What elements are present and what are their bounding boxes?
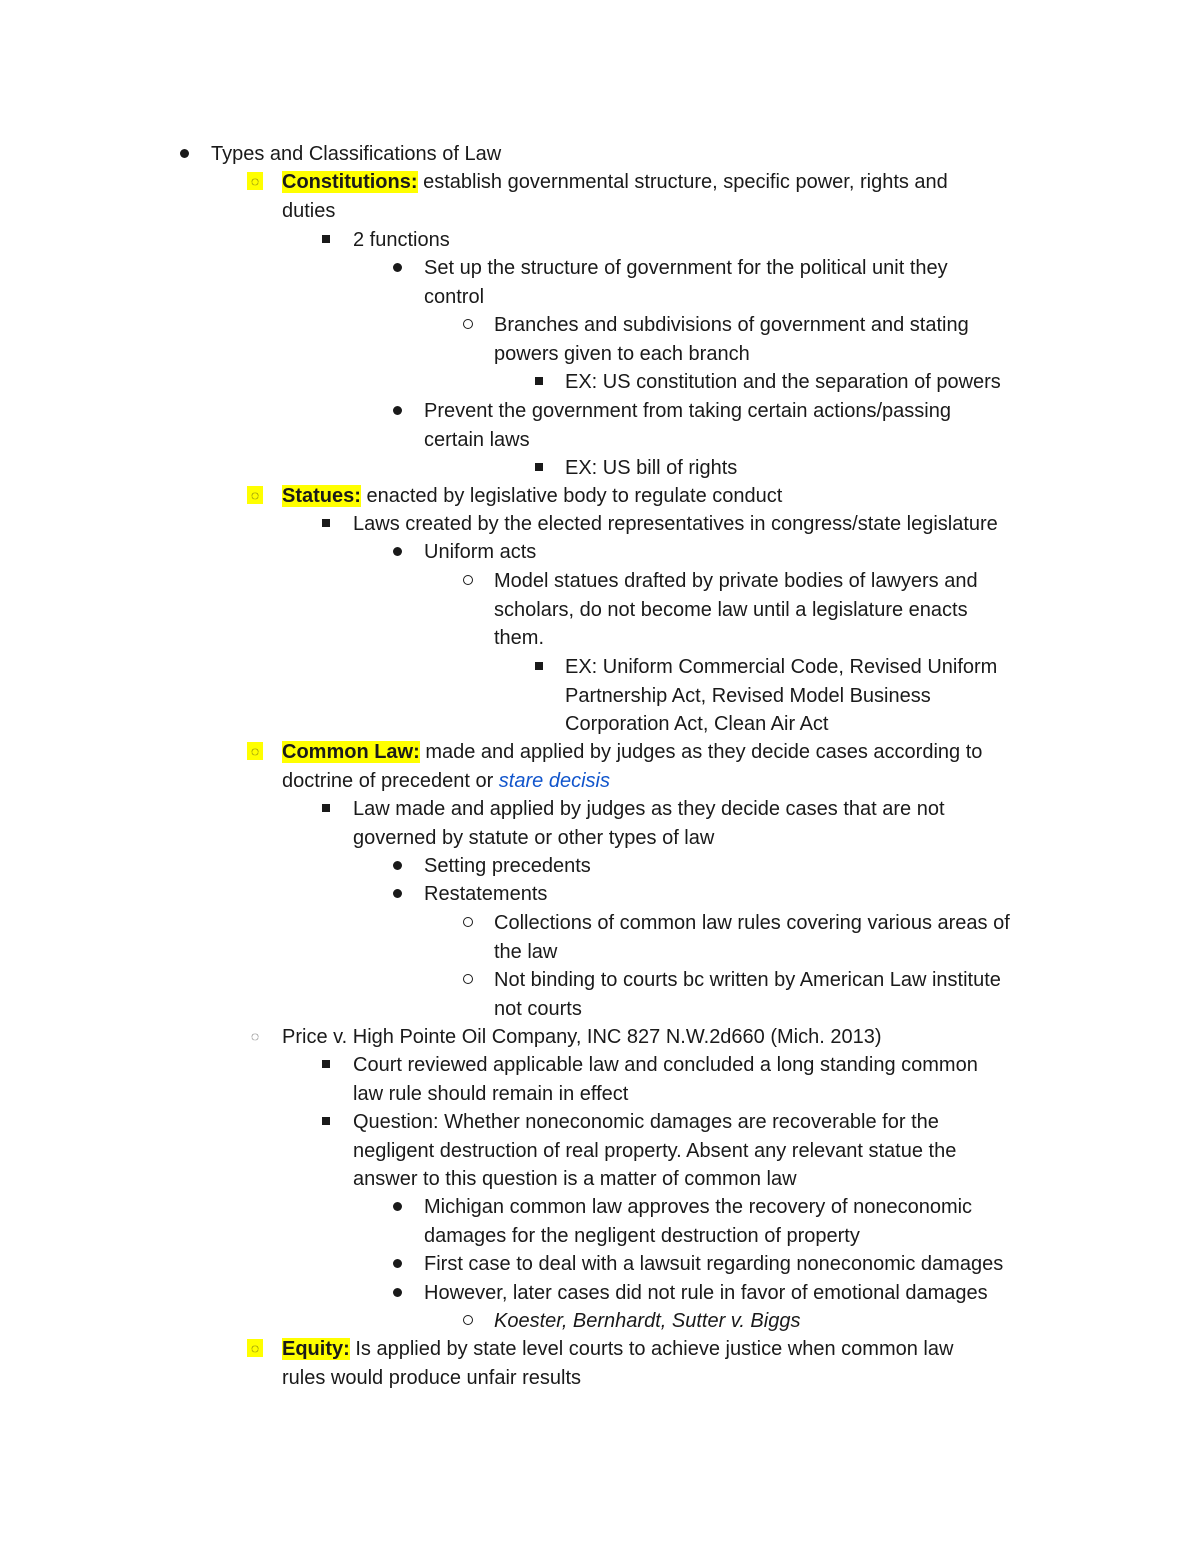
outline-item-text [424,397,951,454]
hollow-circle-bullet-icon [457,567,479,596]
text-segment: doctrine of precedent or [282,769,499,792]
text-segment: establish governmental structure, specific power, rights and [417,171,948,193]
text-line [353,1137,956,1166]
text-line [353,1051,978,1080]
filled-circle-bullet-icon [173,140,195,169]
outline-item-text [282,1335,953,1392]
text-line [494,311,969,340]
text-line [424,538,536,567]
hollow-circle-bullet-icon [457,909,479,938]
text-line [424,1250,1003,1279]
text-segment: First case to deal with a lawsuit regarding noneconomic damages [424,1253,1004,1275]
text-line [424,1222,972,1251]
text-line [565,682,997,711]
text-line [353,510,998,539]
square-bullet-icon [315,226,337,255]
stare-decisis-link[interactable]: stare decisis [498,769,610,792]
text-line [424,852,591,881]
text-segment: Set up the structure of government for the political unit they [424,257,948,279]
dotted-circle-bullet-icon: ◌ [244,738,266,767]
text-segment: enacted by legislative body to regulate conduct [360,485,783,507]
text-line [353,824,945,853]
term-label: Constitutions: [282,171,418,193]
text-segment: EX: US bill of rights [565,457,738,479]
filled-circle-bullet-icon [386,538,408,567]
text-segment: made and applied by judges as they decide cases according to [419,741,983,763]
square-bullet-icon [528,368,550,397]
text-line [353,1165,956,1194]
text-line [494,340,969,369]
outline-item-text [565,653,997,739]
text-line [424,426,951,455]
text-line [282,482,782,511]
text-segment: Is applied by state level courts to achieve justice when common law [349,1338,954,1360]
text-line [424,254,948,283]
outline-item-text [565,368,1001,397]
filled-circle-bullet-icon [386,852,408,881]
outline-item-text [494,966,1001,1023]
text-segment: Price v. High Pointe Oil Company, INC 827 N.W.2d660 (Mich. 2013) [282,1026,882,1048]
term-label: Statues: [282,485,361,507]
text-line [282,1364,953,1393]
outline-item-text [353,1108,956,1194]
text-segment: governed by statute or other types of law [353,826,715,849]
text-line [494,938,1010,967]
outline-item-text [565,454,737,483]
outline-item-text [282,1023,882,1052]
text-segment: EX: US constitution and the separation of powers [565,371,1001,393]
square-bullet-icon [315,795,337,824]
text-segment: not courts [494,997,582,1020]
text-segment: them. [494,627,545,649]
outline-item-text [282,168,948,225]
text-segment: rules would produce unfair results [282,1366,582,1389]
text-segment: Setting precedents [424,855,591,877]
square-bullet-icon [528,653,550,682]
text-segment: However, later cases did not rule in favor of emotional damages [424,1282,988,1304]
text-line [494,567,978,596]
text-line [282,1023,882,1052]
text-segment: Uniform acts [424,541,537,563]
text-line [211,140,501,169]
text-segment: negligent destruction of real property. Absent any relevant statue the [353,1139,957,1162]
text-line [353,1080,978,1109]
text-segment: Law made and applied by judges as they decide cases that are not [353,798,945,820]
outline-item-text [494,311,969,368]
text-line [494,995,1001,1024]
text-segment: 2 functions [353,229,450,251]
square-bullet-icon [528,454,550,483]
outline-item-text [424,1193,972,1250]
text-line [494,624,978,653]
text-segment: Court reviewed applicable law and concluded a long standing common [353,1054,978,1076]
text-segment: Corporation Act, Clean Air Act [565,713,829,735]
square-bullet-icon [315,1108,337,1137]
outline-item-text [424,254,948,311]
text-segment: scholars, do not become law until a legislature enacts [494,598,968,621]
text-segment: duties [282,199,336,222]
term-label: Equity: [282,1338,350,1360]
text-segment: Branches and subdivisions of government and stating [494,314,969,336]
text-line [494,909,1010,938]
outline-item-text [494,1307,800,1336]
hollow-circle-bullet-icon [457,1307,479,1336]
dotted-circle-bullet-icon: ◌ [244,168,266,197]
hollow-circle-bullet-icon [457,966,479,995]
text-segment: control [424,285,485,308]
dotted-circle-bullet-icon: ◌ [244,482,266,511]
text-segment: Restatements [424,883,548,905]
text-line [282,738,982,767]
text-line [424,880,547,909]
outline-item-text [494,909,1010,966]
outline-item-text [424,1250,1003,1279]
outline-item-text [424,880,547,909]
text-line [565,710,997,739]
text-line [424,1279,988,1308]
text-line [353,226,450,255]
outline-item-text [353,226,450,255]
text-line [565,454,737,483]
text-line [424,1193,972,1222]
outline-item-text [211,140,501,169]
dotted-circle-bullet-icon: ◌ [244,1335,266,1364]
text-line [353,795,945,824]
outline-item-text [424,852,591,881]
outline-item-text [282,482,782,511]
filled-circle-bullet-icon [386,397,408,426]
text-segment: Partnership Act, Revised Model Business [565,684,931,707]
text-segment: Types and Classifications of Law [211,143,502,165]
filled-circle-bullet-icon [386,880,408,909]
text-segment: certain laws [424,428,530,451]
text-segment: law rule should remain in effect [353,1082,629,1105]
text-line [282,1335,953,1364]
outline-item-text [353,795,945,852]
text-segment: the law [494,940,558,963]
outline-item-text [424,538,536,567]
text-line [494,596,978,625]
text-line [282,767,982,796]
text-segment: EX: Uniform Commercial Code, Revised Uniform [565,656,998,678]
outline-item-text [353,510,998,539]
filled-circle-bullet-icon [386,254,408,283]
dotted-circle-bullet-icon: ◌ [250,1028,260,1045]
text-line [424,283,948,312]
text-line [494,966,1001,995]
text-line [282,197,948,226]
text-line [282,168,948,197]
text-line [565,653,997,682]
text-segment: Michigan common law approves the recovery of noneconomic [424,1196,973,1218]
text-segment: Not binding to courts bc written by American Law institute [494,969,1001,991]
filled-circle-bullet-icon [386,1250,408,1279]
square-bullet-icon [315,510,337,539]
text-line [424,397,951,426]
outline-item-text [424,1279,988,1308]
term-label: Common Law: [282,741,420,763]
text-segment: Question: Whether noneconomic damages are recoverable for the [353,1111,939,1133]
filled-circle-bullet-icon [386,1193,408,1222]
text-line [494,1307,800,1336]
text-line [353,1108,956,1137]
filled-circle-bullet-icon [386,1279,408,1308]
text-segment: answer to this question is a matter of common law [353,1168,797,1190]
text-segment: Prevent the government from taking certain actions/passing [424,400,951,422]
outline-item-text [494,567,978,653]
text-segment: Collections of common law rules covering various areas of [494,912,1010,934]
square-bullet-icon [315,1051,337,1080]
outline-item-text [353,1051,978,1108]
text-segment: Laws created by the elected representatives in congress/state legislature [353,513,998,535]
text-segment: Model statues drafted by private bodies of lawyers and [494,570,978,592]
outline-item-text [282,738,982,795]
text-segment: powers given to each branch [494,342,750,365]
hollow-circle-bullet-icon [457,311,479,340]
text-line [565,368,1001,397]
text-segment: damages for the negligent destruction of property [424,1224,860,1247]
text-segment: Koester, Bernhardt, Sutter v. Biggs [494,1310,801,1332]
